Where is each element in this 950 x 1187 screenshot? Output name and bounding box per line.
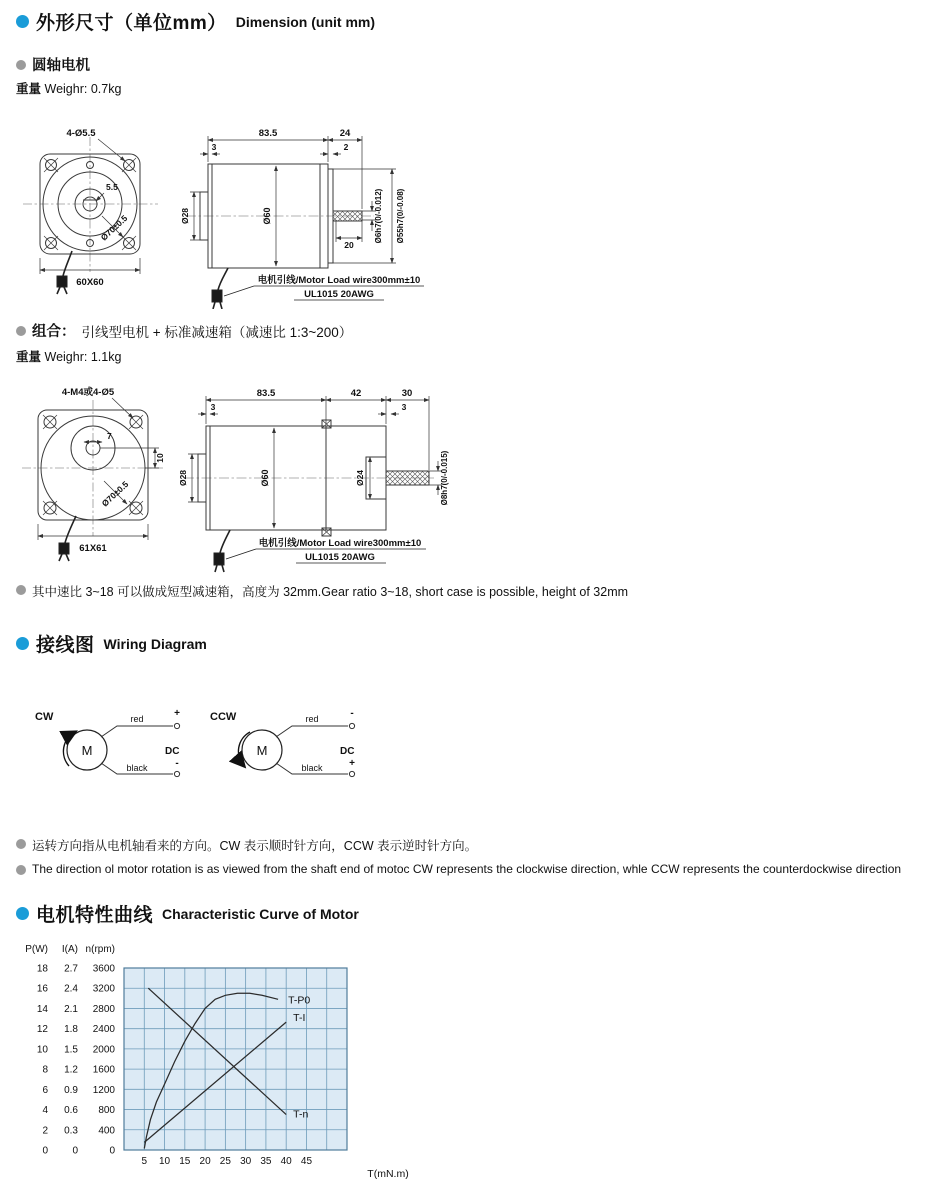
dimension-title-zh: 外形尺寸（单位mm） <box>36 13 227 34</box>
y-tick-label: 1.8 <box>64 1024 78 1036</box>
y-tick-label: 2.4 <box>64 983 78 995</box>
weight-value: Weighr: 1.1kg <box>44 350 122 364</box>
x-tick-label: 25 <box>219 1156 231 1167</box>
series-label: T-n <box>293 1108 309 1121</box>
dim-label: 20 <box>344 240 354 250</box>
motor-m-label: M <box>256 743 268 758</box>
weight-label-zh: 重量 <box>16 350 42 364</box>
wire-label-line2: UL1015 20AWG <box>305 552 375 563</box>
y-tick-label: 1600 <box>92 1064 115 1076</box>
ccw-rotation-arrow-icon <box>238 732 250 766</box>
section-bullet-icon <box>16 637 29 650</box>
wire-label-line1: 电机引线/Motor Load wire300mm±10 <box>257 275 421 286</box>
wiring-title-en: Wiring Diagram <box>103 635 207 652</box>
y-tick-label: 18 <box>36 963 48 975</box>
wiring-section-heading <box>16 630 207 657</box>
y-tick-label: 2400 <box>92 1024 115 1036</box>
round-shaft-motor-front-view-drawing <box>20 124 170 299</box>
y-tick-label: 2.1 <box>64 1003 78 1015</box>
dim-label: 24 <box>339 128 351 139</box>
round-shaft-weight <box>16 79 121 97</box>
y-tick-label: 2000 <box>92 1044 115 1056</box>
wire-color-label: black <box>301 763 323 773</box>
dim-label: Ø6h7(0/-0.012) <box>374 188 383 244</box>
y-tick-label: 2.7 <box>64 963 78 975</box>
y-tick-label: 0 <box>72 1145 78 1157</box>
cw-rotation-arrow-icon <box>63 732 75 766</box>
dim-label: Ø60 <box>260 469 270 487</box>
y-tick-label: 3200 <box>92 983 115 995</box>
x-tick-label: 15 <box>179 1156 191 1167</box>
x-tick-label: 5 <box>141 1156 148 1167</box>
polarity-label: - <box>350 708 354 719</box>
dim-label: 7 <box>107 431 112 441</box>
wire-color-label: black <box>126 763 148 773</box>
dim-label: 3 <box>210 402 216 412</box>
x-tick-label: 35 <box>260 1156 272 1167</box>
cw-wiring-diagram <box>25 702 205 797</box>
y-tick-label: 14 <box>36 1003 48 1015</box>
direction-note-zh <box>16 836 936 854</box>
series-label: T-P0 <box>288 994 311 1007</box>
y-tick-label: 0.6 <box>64 1105 78 1117</box>
characteristic-curve-chart <box>16 935 416 1187</box>
y-tick-label: 0 <box>42 1145 48 1157</box>
section-bullet-icon <box>16 15 29 28</box>
wire-label-line1: 电机引线/Motor Load wire300mm±10 <box>258 538 422 549</box>
subsection-bullet-icon <box>16 326 26 336</box>
series-label: T-I <box>293 1012 306 1025</box>
dim-label: 5.5 <box>106 182 118 192</box>
gear-ratio-note <box>16 582 916 600</box>
y-tick-label: 16 <box>36 983 48 995</box>
y-tick-label: 2 <box>42 1125 48 1137</box>
note-bullet-icon <box>16 865 26 875</box>
plot-area <box>124 968 347 1150</box>
dim-label: 4-Ø5.5 <box>66 128 96 139</box>
polarity-label: - <box>175 758 179 769</box>
dim-label: 3 <box>401 402 407 412</box>
note-bullet-icon <box>16 585 26 595</box>
x-tick-label: 45 <box>300 1156 313 1167</box>
y-tick-label: 1200 <box>92 1084 115 1096</box>
dim-label: Ø28 <box>178 469 188 487</box>
note-bullet-icon <box>16 839 26 849</box>
axis-column-header: P(W) <box>25 944 48 955</box>
wire-color-label: red <box>130 714 144 724</box>
dimension-title-en: Dimension (unit mm) <box>235 13 376 30</box>
supply-label: DC <box>165 746 180 757</box>
y-tick-label: 2800 <box>92 1003 115 1015</box>
polarity-label: + <box>174 708 180 719</box>
y-tick-label: 1.2 <box>64 1064 78 1076</box>
combo-label: 组合： <box>32 324 76 340</box>
x-tick-label: 30 <box>240 1156 252 1167</box>
dim-label: 2 <box>343 142 349 152</box>
x-tick-label: 10 <box>158 1156 171 1167</box>
y-tick-label: 10 <box>36 1044 48 1056</box>
dim-label: 30 <box>401 388 413 399</box>
dimension-section-heading <box>16 8 375 35</box>
geared-motor-front-view-drawing <box>18 384 178 569</box>
round-shaft-title: 圆轴电机 <box>32 58 90 74</box>
weight-value: Weighr: 0.7kg <box>44 82 122 96</box>
y-tick-label: 1.5 <box>64 1044 78 1056</box>
dim-label: 60X60 <box>76 277 104 288</box>
supply-label: DC <box>340 746 355 757</box>
y-tick-label: 12 <box>36 1024 48 1036</box>
x-tick-label: 40 <box>280 1156 292 1167</box>
y-tick-label: 400 <box>98 1125 115 1137</box>
curve-section-heading <box>16 900 359 927</box>
dim-label: 61X61 <box>79 543 107 554</box>
lead-wire <box>57 251 72 294</box>
ccw-wiring-diagram <box>200 702 380 797</box>
dim-label: Ø70±0.5 <box>98 213 130 243</box>
dim-label: 10 <box>155 453 165 463</box>
section-bullet-icon <box>16 907 29 920</box>
curve-title-en: Characteristic Curve of Motor <box>162 905 359 922</box>
dim-label: 3 <box>211 142 217 152</box>
y-tick-label: 3600 <box>92 963 115 975</box>
x-axis-label: T(mN.m) <box>367 1168 409 1180</box>
wire-label-line2: UL1015 20AWG <box>304 289 374 300</box>
dim-label: 4-M4或4-Ø5 <box>61 387 115 398</box>
dim-label: Ø55h7(0/-0.08) <box>396 188 405 244</box>
y-tick-label: 8 <box>42 1064 48 1076</box>
y-tick-label: 0.3 <box>64 1125 78 1137</box>
direction-note-en <box>16 862 946 876</box>
gear-ratio-note-text: 其中速比 3~18 可以做成短型减速箱，高度为 32mm.Gear ratio 3~18, short case is possible, height of 32mm <box>32 585 629 599</box>
weight-label-zh: 重量 <box>16 82 42 96</box>
rotation-direction-label: CW <box>35 711 54 723</box>
combo-weight <box>16 347 121 365</box>
y-tick-label: 0 <box>109 1145 115 1157</box>
combo-desc: 引线型电机 + 标准减速箱（减速比 1:3~200） <box>81 324 353 340</box>
rotation-direction-label: CCW <box>210 711 237 723</box>
x-tick-label: 20 <box>199 1156 211 1167</box>
dimension-lines <box>188 396 442 528</box>
axis-column-header: n(rpm) <box>85 944 115 955</box>
direction-note-en-text: The direction ol motor rotation is as viewed from the shaft end of motoc CW represents the clockwise direction, whle CCW represents the counterdockwise direction <box>32 862 902 876</box>
polarity-label: + <box>349 758 355 769</box>
y-tick-label: 4 <box>42 1105 48 1117</box>
geared-motor-side-view-drawing <box>170 384 460 574</box>
dimension-lines <box>190 136 396 266</box>
dim-label: 42 <box>350 388 362 399</box>
dim-label: Ø28 <box>180 207 190 225</box>
round-shaft-subheading <box>16 54 90 75</box>
direction-note-zh-text: 运转方向指从电机轴看来的方向。CW 表示顺时针方向，CCW 表示逆时针方向。 <box>32 839 478 853</box>
lead-wire <box>59 516 76 561</box>
curve-title-zh: 电机特性曲线 <box>36 905 154 926</box>
subsection-bullet-icon <box>16 60 26 70</box>
dim-label: 83.5 <box>256 388 276 399</box>
motor-m-label: M <box>81 743 93 758</box>
wiring-title-zh: 接线图 <box>36 635 95 656</box>
dim-label: Ø24 <box>355 469 365 487</box>
dim-label: Ø8h7(0/-0.015) <box>440 450 449 506</box>
y-tick-label: 0.9 <box>64 1084 78 1096</box>
y-tick-label: 6 <box>42 1084 48 1096</box>
wire-color-label: red <box>305 714 319 724</box>
round-shaft-motor-side-view-drawing <box>170 124 430 309</box>
dim-label: Ø70±0.5 <box>99 479 131 509</box>
combo-subheading <box>16 320 352 341</box>
y-tick-label: 800 <box>98 1105 115 1117</box>
lead-wire <box>214 530 426 572</box>
axis-column-header: I(A) <box>61 944 78 955</box>
centerlines <box>22 400 164 536</box>
dim-label: 83.5 <box>258 128 278 139</box>
dim-label: Ø60 <box>262 207 272 225</box>
